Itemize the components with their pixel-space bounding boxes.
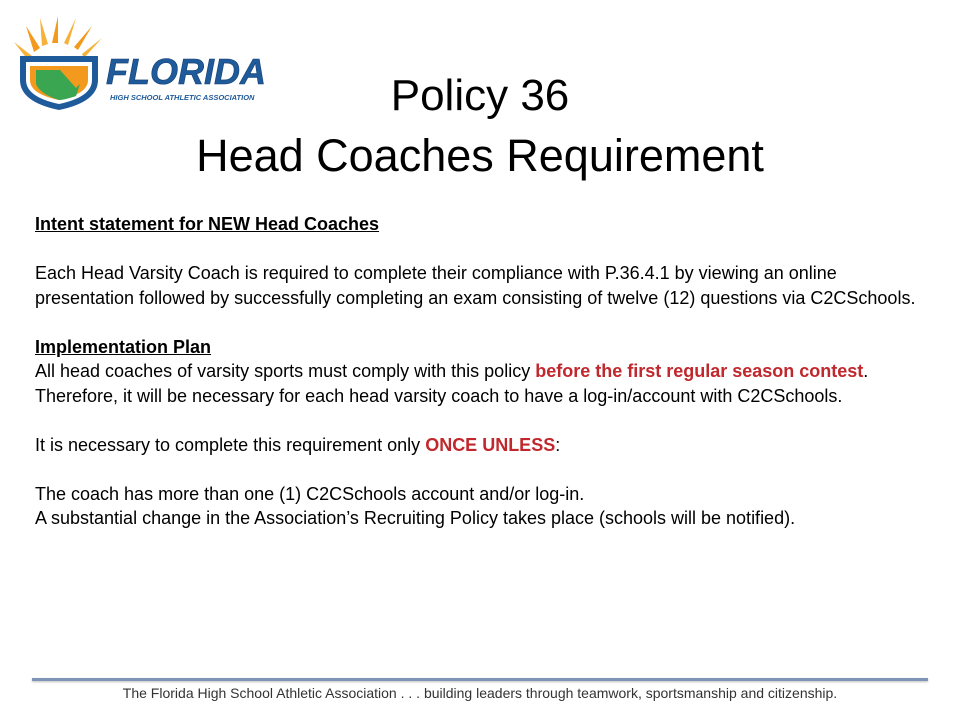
page-title-line1: Policy 36 xyxy=(390,71,570,120)
once-text-after: : xyxy=(555,434,561,455)
content-body xyxy=(35,212,925,531)
condition-item: A substantial change in the Association’s Recruiting Policy takes place (schools will be notified). xyxy=(35,508,796,528)
once-text-before: It is necessary to complete this requirement only xyxy=(35,434,426,455)
plan-heading: Implementation Plan xyxy=(35,336,212,357)
logo-wordmark: FLORIDA xyxy=(106,51,266,92)
intent-paragraph: Each Head Varsity Coach is required to complete their compliance with P.36.4.1 by viewing an online presentation followed by successfully completing an exam consisting of twelve (12) questions via C2CSchools. xyxy=(35,263,916,308)
plan-emphasis: before the first regular season contest xyxy=(535,361,864,381)
plan-text-before: All head coaches of varsity sports must comply with this policy xyxy=(35,361,536,381)
logo-subtitle: HIGH SCHOOL ATHLETIC ASSOCIATION xyxy=(110,93,255,102)
page-title-line2: Head Coaches Requirement xyxy=(196,130,764,181)
once-paragraph xyxy=(35,433,925,458)
condition-item: The coach has more than one (1) C2CSchools account and/or log-in. xyxy=(35,483,585,504)
once-emphasis: ONCE UNLESS xyxy=(425,434,556,455)
plan-paragraph xyxy=(35,359,925,408)
plan-text-after: . Therefore, it will be necessary for each head varsity coach to have a log-in/account with C2CSchools. xyxy=(35,361,869,406)
sun-rays-icon xyxy=(14,16,102,60)
intent-heading: Intent statement for NEW Head Coaches xyxy=(35,214,380,234)
footer-divider xyxy=(32,678,928,681)
footer-tagline: The Florida High School Athletic Association . . . building leaders through teamwork, sportsmanship and citizenship. xyxy=(122,685,838,701)
